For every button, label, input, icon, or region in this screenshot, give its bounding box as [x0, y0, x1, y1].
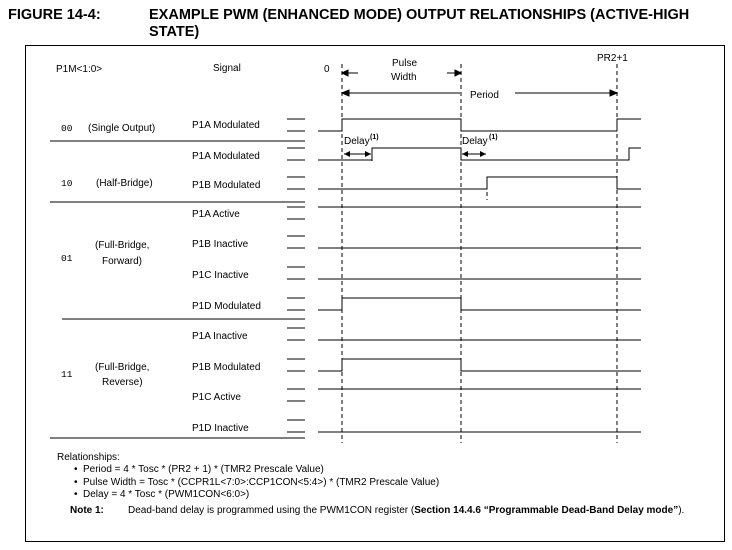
delay-label-2 — [462, 134, 498, 157]
group-desc-01-line2: Forward) — [102, 256, 143, 267]
note-label: Note 1: — [70, 505, 104, 516]
pulse-width-label-2: Width — [391, 72, 417, 83]
signal-11-p1d: P1D Inactive — [192, 423, 249, 434]
note-section-ref: Section 14.4.6 “Programmable Dead-Band Delay mode” — [414, 505, 679, 516]
note-body — [128, 505, 713, 517]
signal-10-p1a: P1A Modulated — [192, 151, 260, 162]
waveforms — [318, 119, 641, 432]
leader-ticks — [287, 119, 305, 432]
pr2-label: PR2+1 — [597, 53, 628, 64]
group-code-01: 01 — [61, 253, 73, 264]
relationships-list — [57, 464, 439, 501]
svg-text:Delay: Delay — [462, 136, 488, 147]
svg-text:(1): (1) — [489, 134, 498, 141]
group-desc-11-line1: (Full-Bridge, — [95, 362, 150, 373]
relationship-pulse-width: • Pulse Width = Tosc * (CCPR1L<7:0>:CCP1CON<5:4>) * (TMR2 Prescale Value) — [83, 477, 439, 489]
group-code-10: 10 — [61, 178, 73, 189]
relationships-block — [57, 452, 439, 501]
group-desc-11-line2: Reverse) — [102, 377, 143, 388]
signal-01-p1a: P1A Active — [192, 209, 240, 220]
pulse-width-label-1: Pulse — [392, 58, 418, 69]
signal-11-p1b: P1B Modulated — [192, 362, 261, 373]
signal-11-p1c: P1C Active — [192, 392, 241, 403]
signal-01-p1b: P1B Inactive — [192, 239, 249, 250]
group-desc-10: (Half-Bridge) — [96, 178, 153, 189]
relationships-title: Relationships: — [57, 452, 120, 463]
relationship-delay: • Delay = 4 * Tosc * (PWM1CON<6:0>) — [83, 489, 439, 501]
svg-text:Delay: Delay — [344, 136, 370, 147]
signal-10-p1b: P1B Modulated — [192, 180, 261, 191]
wave-00-p1a — [318, 119, 641, 131]
note-text-after: ). — [678, 505, 685, 516]
mode-header: P1M<1:0> — [56, 64, 103, 75]
figure-title: EXAMPLE PWM (ENHANCED MODE) OUTPUT RELATIONSHIPS (ACTIVE-HIGH STATE) — [149, 7, 690, 40]
signal-11-p1a: P1A Inactive — [192, 331, 248, 342]
delay-label-1 — [344, 134, 379, 157]
note-text-before: Dead-band delay is programmed using the PWM1CON register ( — [128, 505, 415, 516]
timing-markers — [342, 64, 617, 443]
group-desc-01-line1: (Full-Bridge, — [95, 240, 150, 251]
svg-text:(1): (1) — [370, 134, 379, 141]
zero-label: 0 — [324, 64, 330, 75]
signal-01-p1c: P1C Inactive — [192, 270, 249, 281]
wave-11-p1b — [318, 359, 641, 371]
figure-number: FIGURE 14-4: — [8, 7, 101, 23]
wave-10-p1b — [318, 177, 641, 189]
relationship-period: • Period = 4 * Tosc * (PR2 + 1) * (TMR2 Prescale Value) — [83, 464, 439, 476]
signal-00-p1a: P1A Modulated — [192, 120, 260, 131]
period-label: Period — [470, 90, 499, 101]
signal-01-p1d: P1D Modulated — [192, 301, 261, 312]
signal-header: Signal — [213, 63, 241, 74]
group-code-11: 11 — [61, 369, 73, 380]
group-code-00: 00 — [61, 123, 73, 134]
wave-01-p1d — [318, 298, 641, 310]
group-desc-00: (Single Output) — [88, 123, 156, 134]
